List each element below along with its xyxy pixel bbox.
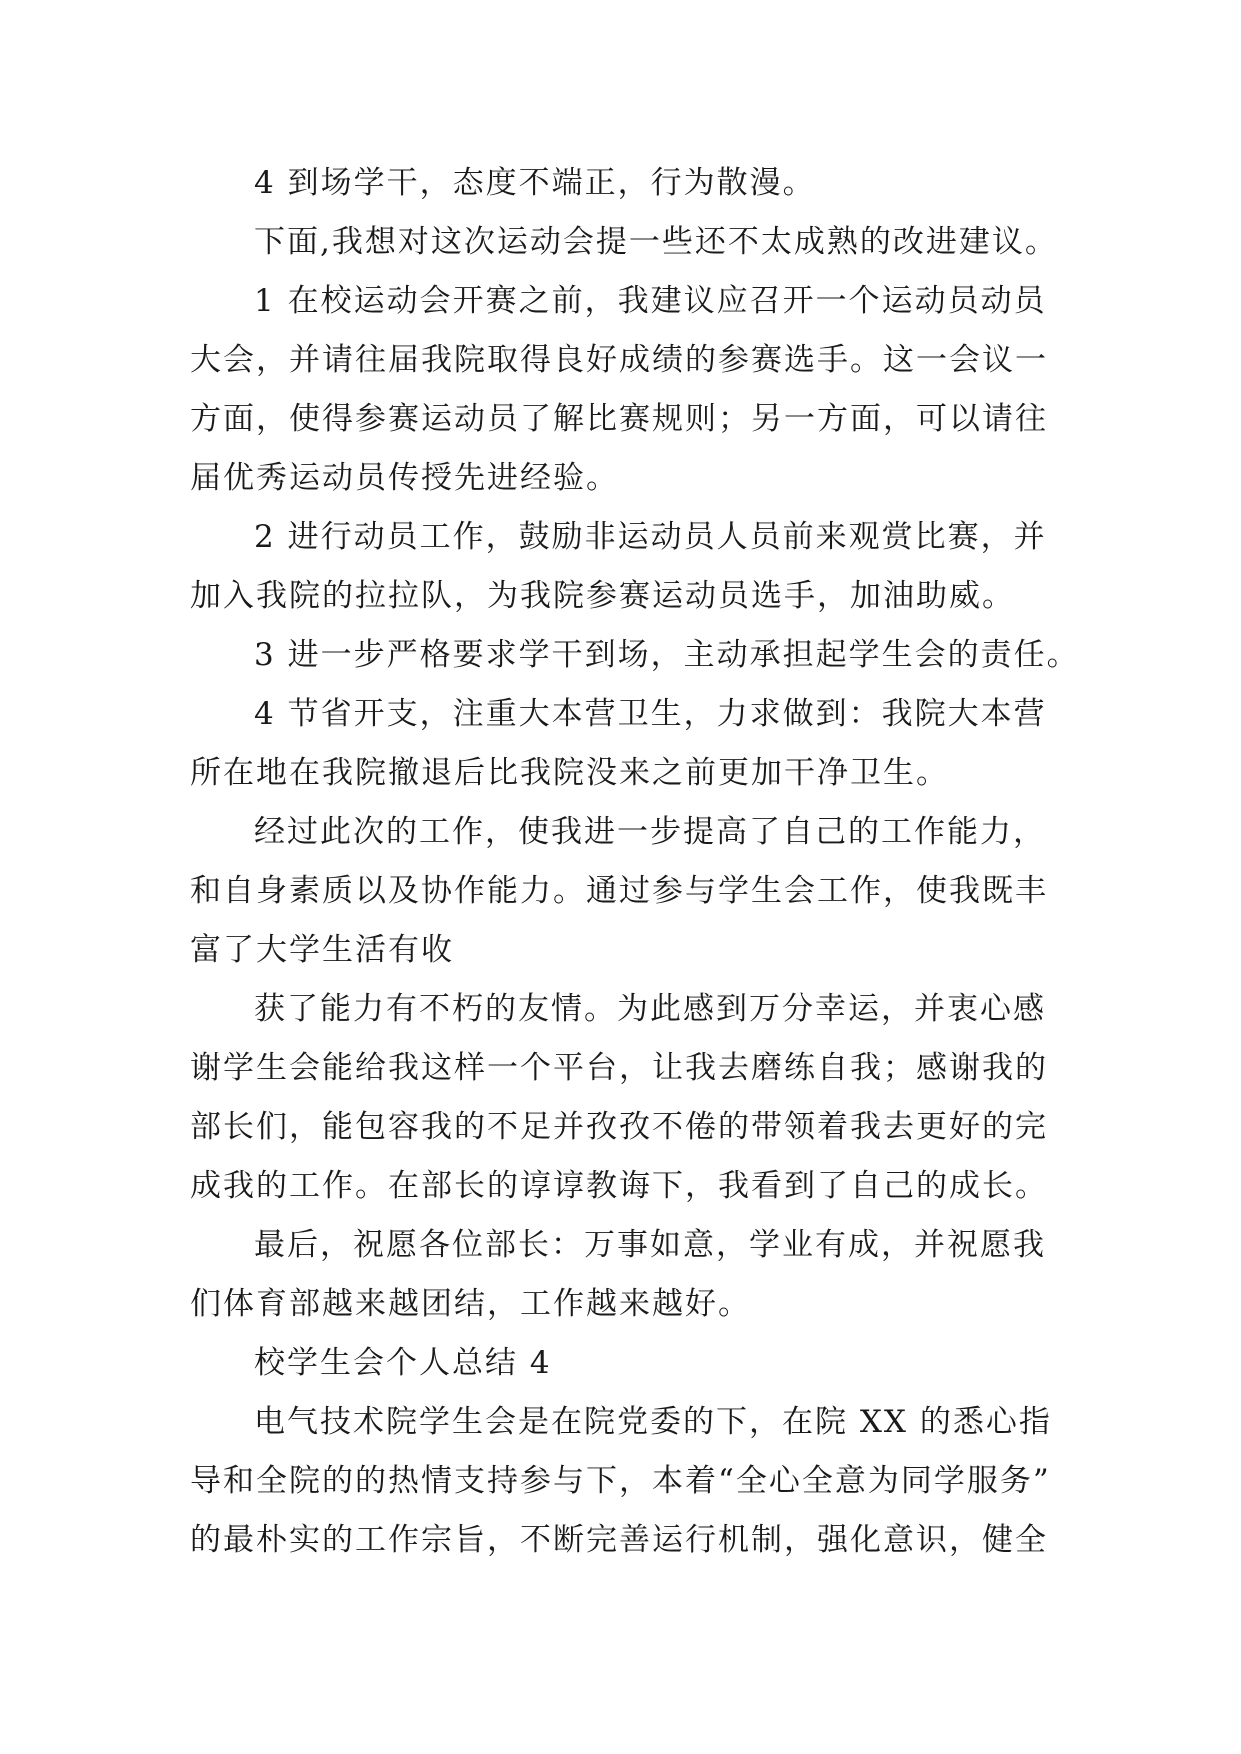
text-line: 加入我院的拉拉队，为我院参赛运动员选手，加油助威。 — [190, 578, 1015, 614]
text-line: 下面,我想对这次运动会提一些还不太成熟的改进建议。 — [254, 224, 1058, 260]
document-body — [190, 154, 1080, 1570]
text-line: 2 进行动员工作，鼓励非运动员人员前来观赏比赛，并 — [254, 519, 1047, 555]
text-line: 方面，使得参赛运动员了解比赛规则；另一方面，可以请往 — [190, 401, 1048, 437]
text-line: 1 在校运动会开赛之前，我建议应召开一个运动员动员 — [254, 283, 1047, 319]
text-line: 电气技术院学生会是在院党委的下，在院 XX 的悉心指 — [254, 1404, 1052, 1440]
text-line: 4 节省开支，注重大本营卫生，力求做到：我院大本营 — [254, 696, 1047, 732]
text-line: 校学生会个人总结 4 — [254, 1345, 552, 1381]
text-line: 经过此次的工作，使我进一步提高了自己的工作能力， — [254, 814, 1046, 850]
text-line: 最后，祝愿各位部长：万事如意，学业有成，并祝愿我 — [254, 1227, 1046, 1263]
text-line: 成我的工作。在部长的谆谆教诲下，我看到了自己的成长。 — [190, 1168, 1048, 1204]
text-line: 导和全院的的热情支持参与下，本着“全心全意为同学服务” — [190, 1463, 1051, 1499]
text-line: 大会，并请往届我院取得良好成绩的参赛选手。这一会议一 — [190, 342, 1048, 378]
text-line: 3 进一步严格要求学干到场，主动承担起学生会的责任。 — [254, 637, 1080, 673]
text-line: 届优秀运动员传授先进经验。 — [190, 460, 619, 496]
text-line: 谢学生会能给我这样一个平台，让我去磨练自我；感谢我的 — [190, 1050, 1048, 1086]
text-line: 富了大学生活有收 — [190, 932, 454, 968]
text-line: 4 到场学干，态度不端正，行为散漫。 — [254, 165, 816, 201]
text-line: 们体育部越来越团结，工作越来越好。 — [190, 1286, 751, 1322]
text-line: 所在地在我院撤退后比我院没来之前更加干净卫生。 — [190, 755, 949, 791]
text-line: 获了能力有不朽的友情。为此感到万分幸运，并衷心感 — [254, 991, 1046, 1027]
text-line: 部长们，能包容我的不足并孜孜不倦的带领着我去更好的完 — [190, 1109, 1048, 1145]
text-line: 和自身素质以及协作能力。通过参与学生会工作，使我既丰 — [190, 873, 1048, 909]
text-line: 的最朴实的工作宗旨，不断完善运行机制，强化意识，健全 — [190, 1522, 1048, 1558]
